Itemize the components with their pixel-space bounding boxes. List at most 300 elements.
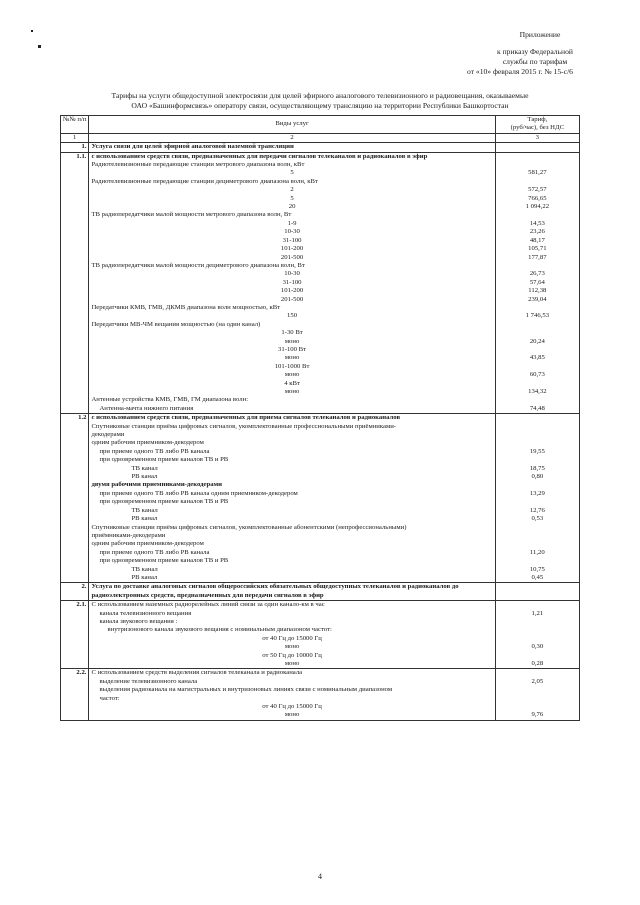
service-description: Антенна-мачта нижнего питания bbox=[99, 404, 194, 412]
service-description: моно bbox=[284, 371, 300, 379]
row-service-cell bbox=[89, 473, 495, 481]
service-description: канала телевизионного вещания bbox=[99, 609, 192, 617]
row-service-cell bbox=[89, 186, 495, 194]
tariff-value: 9,76 bbox=[495, 711, 579, 720]
row-service-cell bbox=[89, 695, 495, 703]
row-service-cell bbox=[89, 643, 495, 651]
service-description: 5 bbox=[290, 194, 294, 202]
page-number: 4 bbox=[318, 872, 322, 881]
row-number bbox=[61, 423, 89, 431]
column-header-num: №№ п/п bbox=[61, 116, 89, 134]
row-service-cell bbox=[89, 287, 495, 295]
table-row bbox=[61, 524, 580, 532]
service-description: Передатчики МВ-ЧМ вещания мощностью (на один канал) bbox=[91, 320, 261, 328]
table-row bbox=[61, 152, 580, 161]
tariff-value bbox=[495, 652, 579, 660]
row-number bbox=[61, 643, 89, 651]
row-number bbox=[61, 186, 89, 194]
index-3: 3 bbox=[495, 133, 579, 142]
table-row bbox=[61, 254, 580, 262]
scan-speck bbox=[38, 45, 41, 48]
row-service-cell bbox=[89, 532, 495, 540]
table-row bbox=[61, 388, 580, 396]
service-description: 20 bbox=[288, 203, 296, 211]
service-description: ТВ канал bbox=[131, 565, 158, 573]
table-row bbox=[61, 380, 580, 388]
row-number bbox=[61, 161, 89, 169]
row-service-cell bbox=[89, 660, 495, 669]
row-service-cell bbox=[89, 380, 495, 388]
tariff-value bbox=[495, 329, 579, 337]
service-description: Радиотелевизионные передающие станции метрового диапазона волн, кВт bbox=[91, 161, 305, 169]
table-row bbox=[61, 643, 580, 651]
table-row bbox=[61, 618, 580, 626]
table-row bbox=[61, 371, 580, 379]
tariff-value: 0,30 bbox=[495, 643, 579, 651]
row-number bbox=[61, 203, 89, 211]
row-service-cell bbox=[89, 228, 495, 236]
row-service-cell bbox=[89, 388, 495, 396]
index-2: 2 bbox=[89, 133, 495, 142]
service-description: 31-100 bbox=[282, 278, 302, 286]
tariff-value: 12,76 bbox=[495, 507, 579, 515]
row-number bbox=[61, 592, 89, 601]
table-row bbox=[61, 703, 580, 711]
service-description: внутризонового канала звукового вещания с номинальным диапазоном частот: bbox=[107, 626, 332, 634]
table-row bbox=[61, 498, 580, 506]
tariff-value: 43,85 bbox=[495, 354, 579, 362]
row-service-cell bbox=[89, 296, 495, 304]
table-row bbox=[61, 237, 580, 245]
tariff-value bbox=[495, 686, 579, 694]
tariff-value: 18,75 bbox=[495, 465, 579, 473]
row-service-cell bbox=[89, 396, 495, 404]
row-number bbox=[61, 465, 89, 473]
service-description: 4 кВт bbox=[284, 379, 300, 387]
table-row bbox=[61, 423, 580, 431]
service-description: Услуга связи для целей эфирной аналоговой наземной трансляции bbox=[91, 143, 294, 151]
service-description: радиоэлектронных средств, предназначенных для передачи сигналов в эфир bbox=[91, 591, 324, 599]
tariff-value: 1,21 bbox=[495, 610, 579, 618]
service-description: 1-30 Вт bbox=[281, 329, 303, 337]
row-number bbox=[61, 363, 89, 371]
row-service-cell bbox=[89, 652, 495, 660]
row-service-cell bbox=[89, 557, 495, 565]
table-row bbox=[61, 329, 580, 337]
table-row bbox=[61, 169, 580, 177]
tariff-value bbox=[495, 695, 579, 703]
service-description: одним рабочим приемником-декодером bbox=[91, 439, 204, 447]
row-number bbox=[61, 473, 89, 481]
row-service-cell bbox=[89, 626, 495, 634]
table-header-row bbox=[61, 116, 580, 134]
service-description: Услуга по доставке аналоговых сигналов общероссийских обязательных общедоступных телеканалов и радиоканалов до bbox=[91, 583, 459, 591]
row-number bbox=[61, 566, 89, 574]
row-number: 1. bbox=[61, 143, 89, 152]
tariff-value: 0,53 bbox=[495, 515, 579, 523]
service-description: приёмниками-декодерами bbox=[91, 531, 166, 539]
table-row bbox=[61, 161, 580, 169]
service-description: моно bbox=[284, 354, 300, 362]
row-service-cell bbox=[89, 618, 495, 626]
table-row bbox=[61, 540, 580, 548]
service-description: при приеме одного ТВ либо РВ канала bbox=[99, 548, 210, 556]
tariff-value bbox=[495, 635, 579, 643]
row-service-cell bbox=[89, 195, 495, 203]
tariff-value: 766,65 bbox=[495, 195, 579, 203]
table-row bbox=[61, 695, 580, 703]
row-service-cell bbox=[89, 405, 495, 414]
order-line-3: от «10» февраля 2015 г. № 15-с/6 bbox=[467, 67, 573, 76]
row-service-cell bbox=[89, 574, 495, 583]
row-service-cell bbox=[89, 583, 495, 592]
tariff-value bbox=[495, 481, 579, 489]
table-row bbox=[61, 574, 580, 583]
row-number bbox=[61, 178, 89, 186]
service-description: 31-100 bbox=[282, 236, 302, 244]
tariff-value bbox=[495, 601, 579, 610]
tariff-value bbox=[495, 456, 579, 464]
title-line-1: Тарифы на услуги общедоступной электросвязи для целей эфирного аналогового телевизионного и радиовещания, оказываемые bbox=[111, 91, 529, 100]
row-number bbox=[61, 296, 89, 304]
row-service-cell bbox=[89, 346, 495, 354]
tariff-value bbox=[495, 321, 579, 329]
row-number bbox=[61, 380, 89, 388]
table-row bbox=[61, 211, 580, 219]
table-row bbox=[61, 490, 580, 498]
row-number bbox=[61, 618, 89, 626]
row-service-cell bbox=[89, 711, 495, 720]
table-row bbox=[61, 652, 580, 660]
row-number: 2. bbox=[61, 583, 89, 592]
row-number bbox=[61, 678, 89, 686]
row-service-cell bbox=[89, 669, 495, 678]
service-description: частот: bbox=[99, 694, 120, 702]
title-line-2: ОАО «Башинформсвязь» оператору связи, осуществляющему трансляцию на территории Республики Башкортостан bbox=[131, 101, 509, 110]
appendix-label: Приложение bbox=[519, 30, 561, 39]
tariff-value bbox=[495, 524, 579, 532]
index-1: 1 bbox=[61, 133, 89, 142]
table-row bbox=[61, 363, 580, 371]
row-number bbox=[61, 456, 89, 464]
tariff-value: 10,75 bbox=[495, 566, 579, 574]
table-row bbox=[61, 312, 580, 320]
row-number bbox=[61, 371, 89, 379]
tariff-value: 20,24 bbox=[495, 338, 579, 346]
service-description: при приеме одного ТВ либо РВ канала одним приемником-декодером bbox=[99, 489, 298, 497]
tariff-value bbox=[495, 592, 579, 601]
row-service-cell bbox=[89, 566, 495, 574]
service-description: РВ канал bbox=[131, 473, 158, 481]
row-service-cell bbox=[89, 448, 495, 456]
tariff-header-line-2: (руб/час), без НДС bbox=[510, 124, 565, 132]
tariff-value bbox=[495, 380, 579, 388]
table-row bbox=[61, 515, 580, 523]
column-header-tariff bbox=[495, 116, 579, 134]
row-number bbox=[61, 540, 89, 548]
tariff-value bbox=[495, 703, 579, 711]
table-row bbox=[61, 669, 580, 678]
service-description: Передатчики КМВ, ГМВ, ДКМВ диапазона волн мощностью, кВт bbox=[91, 303, 281, 311]
table-row bbox=[61, 321, 580, 329]
row-number bbox=[61, 169, 89, 177]
tariff-value bbox=[495, 431, 579, 439]
service-description: Спутниковые станции приёма цифровых сигналов, укомплектованные профессиональными приёмниками- bbox=[91, 422, 397, 430]
tariff-table bbox=[60, 115, 580, 721]
service-description: 31-100 Вт bbox=[278, 345, 307, 353]
tariff-header-line-1: Тариф, bbox=[527, 116, 548, 123]
tariff-value bbox=[495, 669, 579, 678]
order-line-2: службы по тарифам bbox=[502, 57, 568, 66]
row-service-cell bbox=[89, 592, 495, 601]
row-service-cell bbox=[89, 515, 495, 523]
service-description: 10-30 bbox=[284, 270, 300, 278]
row-service-cell bbox=[89, 490, 495, 498]
service-description: при одновременном приеме каналов ТВ и РВ bbox=[99, 557, 229, 565]
tariff-value: 57,64 bbox=[495, 279, 579, 287]
row-service-cell bbox=[89, 338, 495, 346]
tariff-value bbox=[495, 423, 579, 431]
tariff-value bbox=[495, 304, 579, 312]
service-description: РВ канал bbox=[131, 573, 158, 581]
service-description: 101-1000 Вт bbox=[274, 362, 310, 370]
row-number bbox=[61, 287, 89, 295]
column-header-service: Виды услуг bbox=[89, 116, 495, 134]
row-service-cell bbox=[89, 279, 495, 287]
row-number: 1.1. bbox=[61, 152, 89, 161]
row-number bbox=[61, 388, 89, 396]
row-number bbox=[61, 195, 89, 203]
tariff-value: 19,55 bbox=[495, 448, 579, 456]
service-description: ТВ канал bbox=[131, 464, 158, 472]
table-row bbox=[61, 296, 580, 304]
table-row bbox=[61, 346, 580, 354]
service-description: Спутниковые станции приёма цифровых сигналов, укомплектованные абонентскими (непрофессиональными) bbox=[91, 523, 407, 531]
row-number bbox=[61, 481, 89, 489]
row-number bbox=[61, 490, 89, 498]
service-description: 101-200 bbox=[280, 287, 304, 295]
row-service-cell bbox=[89, 143, 495, 152]
table-row bbox=[61, 414, 580, 423]
tariff-value bbox=[495, 414, 579, 423]
row-service-cell bbox=[89, 524, 495, 532]
row-service-cell bbox=[89, 601, 495, 610]
table-row bbox=[61, 678, 580, 686]
service-description: 2 bbox=[290, 186, 294, 194]
tariff-value: 60,73 bbox=[495, 371, 579, 379]
table-row bbox=[61, 465, 580, 473]
service-description: С использованием наземных радиорелейных линий связи за один канало-км в час bbox=[91, 601, 325, 609]
tariff-value bbox=[495, 346, 579, 354]
row-service-cell bbox=[89, 254, 495, 262]
row-number bbox=[61, 405, 89, 414]
service-description: 101-200 bbox=[280, 245, 304, 253]
service-description: при одновременном приеме каналов ТВ и РВ bbox=[99, 498, 229, 506]
table-row bbox=[61, 195, 580, 203]
table-row bbox=[61, 178, 580, 186]
row-service-cell bbox=[89, 549, 495, 557]
row-service-cell bbox=[89, 237, 495, 245]
tariff-value bbox=[495, 396, 579, 404]
tariff-value: 14,53 bbox=[495, 220, 579, 228]
table-row bbox=[61, 186, 580, 194]
tariff-value: 581,27 bbox=[495, 169, 579, 177]
tariff-value: 0,28 bbox=[495, 660, 579, 669]
row-number bbox=[61, 532, 89, 540]
row-number bbox=[61, 279, 89, 287]
order-line-1: к приказу Федеральной bbox=[497, 47, 573, 56]
row-service-cell bbox=[89, 423, 495, 431]
service-description: ТВ радиопередатчики малой мощности дециметрового диапазона волн, Вт bbox=[91, 261, 305, 269]
row-number bbox=[61, 228, 89, 236]
table-row bbox=[61, 549, 580, 557]
service-description: 10-30 bbox=[284, 228, 300, 236]
table-row bbox=[61, 287, 580, 295]
service-description: С использованием средств выделения сигналов телеканала и радиоканала bbox=[91, 669, 303, 677]
tariff-value bbox=[495, 143, 579, 152]
row-service-cell bbox=[89, 414, 495, 423]
row-service-cell bbox=[89, 540, 495, 548]
tariff-value: 13,29 bbox=[495, 490, 579, 498]
tariff-value: 105,71 bbox=[495, 245, 579, 253]
service-description: с использованием средств связи, предназначенных для передачи сигналов телеканалов и радиоканалов в эфир bbox=[91, 152, 428, 160]
tariff-value: 0,45 bbox=[495, 574, 579, 583]
tariff-value: 2,05 bbox=[495, 678, 579, 686]
tariff-value: 177,87 bbox=[495, 254, 579, 262]
row-number bbox=[61, 695, 89, 703]
row-service-cell bbox=[89, 270, 495, 278]
service-description: декодерами bbox=[91, 431, 125, 439]
row-number bbox=[61, 549, 89, 557]
service-description: РВ канал bbox=[131, 515, 158, 523]
row-number: 1.2 bbox=[61, 414, 89, 423]
table-row bbox=[61, 532, 580, 540]
service-description: выделения радиоканала на магистральных и внутризоновых линиях связи с номинальным диапазоном bbox=[99, 686, 393, 694]
table-row bbox=[61, 203, 580, 211]
row-number bbox=[61, 270, 89, 278]
row-number bbox=[61, 211, 89, 219]
service-description: Антенные устройства КМВ, ГМВ, ГМ диапазона волн: bbox=[91, 396, 249, 404]
table-row bbox=[61, 270, 580, 278]
row-service-cell bbox=[89, 635, 495, 643]
table-row bbox=[61, 686, 580, 694]
service-description: канала звукового вещания : bbox=[99, 617, 178, 625]
row-service-cell bbox=[89, 703, 495, 711]
row-number bbox=[61, 431, 89, 439]
table-row bbox=[61, 610, 580, 618]
service-description: 150 bbox=[287, 312, 298, 320]
table-row bbox=[61, 262, 580, 270]
table-row bbox=[61, 220, 580, 228]
tariff-value bbox=[495, 152, 579, 161]
row-service-cell bbox=[89, 152, 495, 161]
service-description: при приеме одного ТВ либо РВ канала bbox=[99, 447, 210, 455]
tariff-value bbox=[495, 618, 579, 626]
row-service-cell bbox=[89, 321, 495, 329]
row-service-cell bbox=[89, 220, 495, 228]
service-description: 201-500 bbox=[280, 295, 304, 303]
tariff-value: 1 094,22 bbox=[495, 203, 579, 211]
row-number bbox=[61, 329, 89, 337]
tariff-value: 239,04 bbox=[495, 296, 579, 304]
table-row bbox=[61, 338, 580, 346]
tariff-value bbox=[495, 262, 579, 270]
row-number bbox=[61, 703, 89, 711]
service-description: от 40 Гц до 15000 Гц bbox=[262, 703, 322, 711]
row-number bbox=[61, 574, 89, 583]
tariff-value bbox=[495, 583, 579, 592]
table-row bbox=[61, 635, 580, 643]
service-description: одним рабочим приемником-декодером bbox=[91, 540, 204, 548]
table-row bbox=[61, 456, 580, 464]
row-service-cell bbox=[89, 431, 495, 439]
row-number bbox=[61, 237, 89, 245]
service-description: 1-9 bbox=[287, 219, 297, 227]
table-index-row bbox=[61, 133, 580, 142]
service-description: моно bbox=[284, 711, 300, 719]
row-service-cell bbox=[89, 456, 495, 464]
tariff-value: 26,73 bbox=[495, 270, 579, 278]
row-number bbox=[61, 498, 89, 506]
row-service-cell bbox=[89, 354, 495, 362]
row-number bbox=[61, 396, 89, 404]
tariff-value bbox=[495, 161, 579, 169]
table-row bbox=[61, 245, 580, 253]
service-description: с использованием средств связи, предназначенных для приема сигналов телеканалов и радиоканалов bbox=[91, 414, 401, 422]
row-number bbox=[61, 304, 89, 312]
row-number bbox=[61, 448, 89, 456]
service-description: от 40 Гц до 15000 Гц bbox=[262, 634, 322, 642]
table-row bbox=[61, 583, 580, 592]
service-description: Радиотелевизионные передающие станции дециметрового диапазона волн, кВт bbox=[91, 177, 318, 185]
row-number bbox=[61, 686, 89, 694]
row-service-cell bbox=[89, 245, 495, 253]
row-service-cell bbox=[89, 329, 495, 337]
tariff-value: 23,26 bbox=[495, 228, 579, 236]
row-service-cell bbox=[89, 678, 495, 686]
service-description: моно bbox=[284, 337, 300, 345]
tariff-value bbox=[495, 211, 579, 219]
row-service-cell bbox=[89, 498, 495, 506]
table-row bbox=[61, 660, 580, 669]
table-row bbox=[61, 592, 580, 601]
row-service-cell bbox=[89, 610, 495, 618]
row-service-cell bbox=[89, 211, 495, 219]
service-description: 201-500 bbox=[280, 253, 304, 261]
table-row bbox=[61, 601, 580, 610]
table-row bbox=[61, 354, 580, 362]
row-number bbox=[61, 354, 89, 362]
row-service-cell bbox=[89, 363, 495, 371]
row-service-cell bbox=[89, 262, 495, 270]
row-number bbox=[61, 626, 89, 634]
tariff-value bbox=[495, 363, 579, 371]
row-number bbox=[61, 321, 89, 329]
row-number bbox=[61, 262, 89, 270]
document-title bbox=[60, 91, 580, 111]
table-row bbox=[61, 439, 580, 447]
tariff-value: 134,32 bbox=[495, 388, 579, 396]
service-description: от 50 Гц до 10000 Гц bbox=[262, 651, 322, 659]
row-number bbox=[61, 338, 89, 346]
table-row bbox=[61, 143, 580, 152]
table-row bbox=[61, 566, 580, 574]
tariff-value: 572,57 bbox=[495, 186, 579, 194]
tariff-value bbox=[495, 540, 579, 548]
tariff-value: 48,17 bbox=[495, 237, 579, 245]
row-number bbox=[61, 439, 89, 447]
row-number bbox=[61, 524, 89, 532]
